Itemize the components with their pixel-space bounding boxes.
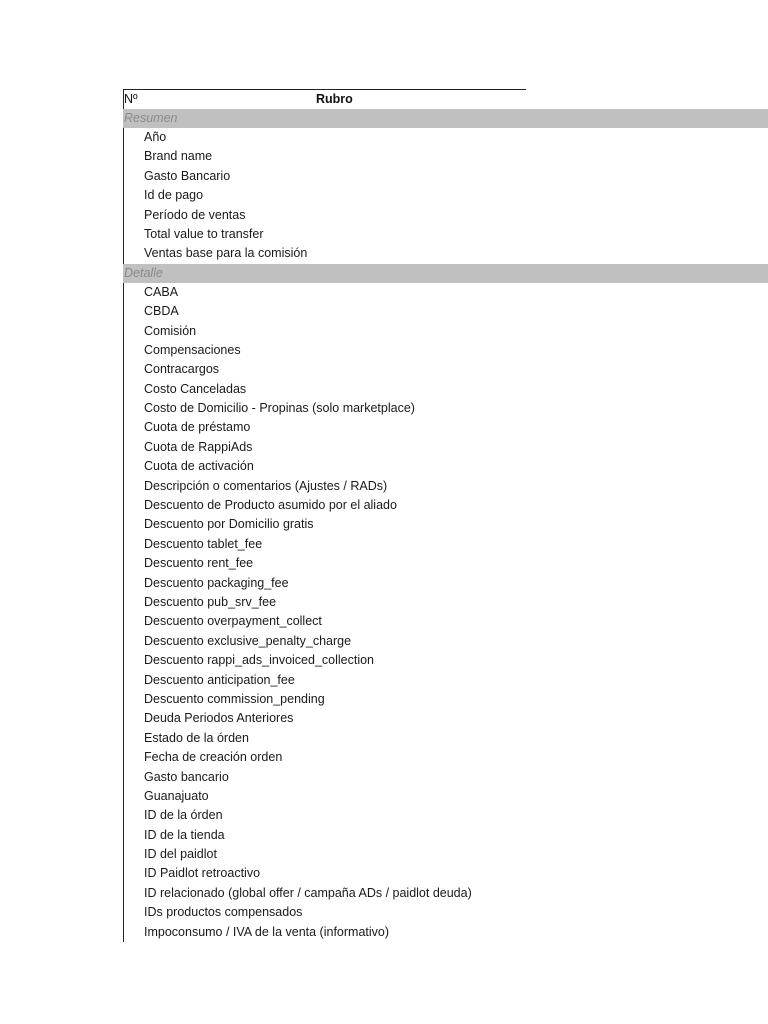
table-row: Estado de la órden [144,730,249,745]
table-row: ID relacionado (global offer / campaña ADs / paidlot deuda) [144,885,472,900]
section-header-row: Detalle [123,264,768,283]
table-row: Ventas base para la comisión [144,246,308,261]
table-row: Cuota de activación [144,459,254,474]
table-row: Descripción o comentarios (Ajustes / RADs) [144,478,388,493]
table-row: Año [144,130,167,144]
table-body [123,109,768,942]
table-row: CABA [144,284,179,299]
table-row: Costo Canceladas [144,381,247,396]
table-row: Cuota de RappiAds [144,439,253,454]
table-row: Gasto Bancario [144,168,231,183]
table-row: Compensaciones [144,342,241,357]
table-row: Descuento tablet_fee [144,536,263,551]
table-row: Descuento pub_srv_fee [144,594,277,609]
table-row: Id de pago [144,188,204,203]
table-row: CBDA [144,304,179,319]
table-row: Fecha de creación orden [144,750,283,765]
table-row: Descuento commission_pending [144,691,325,706]
table-row: Descuento de Producto asumido por el aliado [144,498,397,513]
column-header-rubro: Rubro [316,92,353,106]
table-row: Comisión [144,323,197,338]
table-row: Deuda Periodos Anteriores [144,711,294,726]
table-row: Contracargos [144,362,220,377]
table-row: Cuota de préstamo [144,420,251,435]
table-row: Período de ventas [144,207,246,222]
table-row: ID del paidlot [144,847,217,862]
table-row: Impoconsumo / IVA de la venta (informativo) [144,924,390,939]
table-row: Total value to transfer [144,226,264,241]
table-row: Descuento rent_fee [144,556,254,571]
table-row: ID de la órden [144,808,223,823]
table-row: Guanajuato [144,788,209,803]
table-row: Brand name [144,149,213,164]
table-row: Descuento rappi_ads_invoiced_collection [144,653,375,668]
table-row: Gasto bancario [144,769,229,784]
table-header-row [123,89,526,109]
table-row: IDs productos compensados [144,905,303,920]
table-row: ID de la tienda [144,827,225,842]
table-row: Descuento exclusive_penalty_charge [144,633,352,648]
table-row: ID Paidlot retroactivo [144,866,261,881]
column-header-number: Nº [124,92,138,106]
table-row: Descuento overpayment_collect [144,614,322,629]
table-row: Descuento packaging_fee [144,575,289,590]
spreadsheet-table [123,89,768,942]
table-row: Descuento por Domicilio gratis [144,517,314,532]
section-header-row: Resumen [123,109,768,128]
table-row: Descuento anticipation_fee [144,672,295,687]
table-row: Costo de Domicilio - Propinas (solo marketplace) [144,401,415,416]
